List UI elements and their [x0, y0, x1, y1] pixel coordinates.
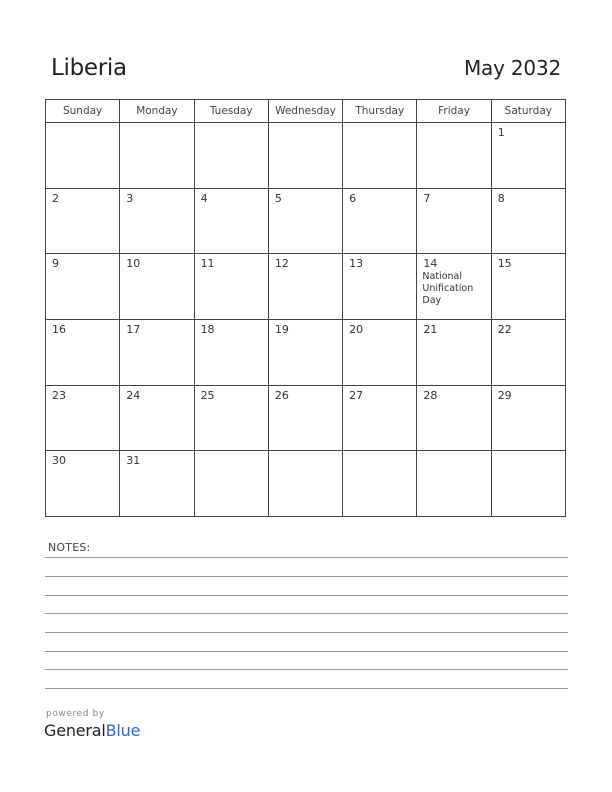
day-cell [46, 451, 120, 517]
weekday-header: Thursday [343, 100, 417, 123]
day-cell [194, 319, 268, 385]
day-cell [120, 188, 194, 254]
weekday-header-row [46, 100, 566, 123]
day-number: 7 [423, 191, 431, 205]
day-cell [343, 385, 417, 451]
calendar-week-row [46, 319, 566, 385]
notes-line [45, 669, 568, 670]
day-number: 1 [497, 126, 505, 139]
day-cell [417, 123, 491, 189]
day-number [195, 123, 268, 126]
day-cell [120, 451, 194, 517]
calendar-grid [45, 99, 566, 517]
day-number [343, 451, 416, 454]
day-cell [120, 254, 194, 320]
country-title: Liberia [51, 55, 127, 81]
brand-blue: Blue [105, 721, 141, 740]
day-cell [46, 254, 120, 320]
day-number [269, 451, 342, 454]
weekday-header: Wednesday [268, 100, 342, 123]
brand-logo [44, 721, 140, 740]
calendar-week-row [46, 451, 566, 517]
day-number: 10 [126, 257, 141, 271]
day-cell [417, 385, 491, 451]
notes-line [45, 632, 568, 633]
day-cell [417, 188, 491, 254]
day-cell [268, 123, 342, 189]
day-cell [343, 319, 417, 385]
day-number: 26 [274, 388, 289, 402]
day-cell [343, 123, 417, 189]
day-cell [120, 123, 194, 189]
day-number [46, 123, 119, 126]
powered-by-text: powered by [46, 709, 105, 719]
day-number: 24 [126, 388, 141, 402]
day-number: 25 [200, 388, 215, 402]
day-number: 19 [274, 322, 289, 336]
day-cell [194, 188, 268, 254]
day-number [343, 123, 416, 126]
day-number: 22 [497, 322, 512, 336]
day-cell [343, 254, 417, 320]
day-cell [343, 451, 417, 517]
day-number: 15 [497, 257, 512, 271]
day-number: 17 [126, 322, 141, 336]
day-number: 23 [52, 388, 66, 402]
day-number: 4 [200, 191, 208, 205]
day-number: 16 [52, 322, 66, 336]
day-number [417, 123, 490, 126]
notes-line [45, 688, 568, 689]
weekday-header: Tuesday [194, 100, 268, 123]
brand-general: General [44, 721, 106, 740]
day-cell [120, 319, 194, 385]
day-cell [46, 188, 120, 254]
day-number: 31 [126, 454, 141, 468]
day-number [120, 123, 193, 126]
day-number: 11 [200, 257, 215, 271]
day-cell [46, 319, 120, 385]
day-number [417, 451, 490, 454]
day-cell [268, 254, 342, 320]
day-cell [491, 254, 565, 320]
day-cell [194, 451, 268, 517]
day-number: 2 [52, 191, 59, 205]
weekday-header: Sunday [46, 100, 120, 123]
holiday-label: National Unification Day [422, 271, 474, 307]
calendar-week-row [46, 123, 566, 189]
day-cell [417, 451, 491, 517]
day-cell [491, 385, 565, 451]
day-number: 27 [349, 388, 364, 402]
notes-line [45, 613, 568, 614]
calendar-week-row [46, 254, 566, 320]
day-number: 29 [497, 388, 512, 402]
day-cell [120, 385, 194, 451]
day-number: 8 [497, 191, 505, 205]
weekday-header: Monday [120, 100, 194, 123]
notes-line [45, 557, 568, 558]
day-cell [491, 319, 565, 385]
day-number: 9 [52, 257, 59, 271]
notes-line [45, 651, 568, 652]
calendar-week-row [46, 385, 566, 451]
day-number: 18 [200, 322, 215, 336]
notes-label: NOTES: [48, 541, 91, 554]
calendar-week-row [46, 188, 566, 254]
day-cell [268, 188, 342, 254]
day-cell [417, 319, 491, 385]
day-number: 21 [423, 322, 438, 336]
day-cell [194, 254, 268, 320]
day-cell [268, 319, 342, 385]
weekday-header: Friday [417, 100, 491, 123]
day-number: 3 [126, 191, 134, 205]
notes-line [45, 576, 568, 577]
day-cell [343, 188, 417, 254]
day-cell [491, 123, 565, 189]
day-cell [491, 451, 565, 517]
day-number: 30 [52, 454, 66, 468]
day-cell [46, 123, 120, 189]
day-number: 12 [274, 257, 289, 271]
day-number [195, 451, 268, 454]
notes-line [45, 595, 568, 596]
day-number: 13 [349, 257, 364, 271]
day-number: 20 [349, 322, 364, 336]
weekday-header: Saturday [491, 100, 565, 123]
day-number: 14 [423, 257, 438, 271]
day-cell [268, 451, 342, 517]
day-cell [194, 123, 268, 189]
day-number: 28 [423, 388, 438, 402]
day-cell [46, 385, 120, 451]
day-number: 6 [349, 191, 357, 205]
month-year-title: May 2032 [463, 56, 561, 80]
day-number: 5 [274, 191, 282, 205]
day-cell [491, 188, 565, 254]
day-number [269, 123, 342, 126]
day-number [492, 451, 565, 454]
day-cell [194, 385, 268, 451]
day-cell [417, 254, 491, 320]
day-cell [268, 385, 342, 451]
